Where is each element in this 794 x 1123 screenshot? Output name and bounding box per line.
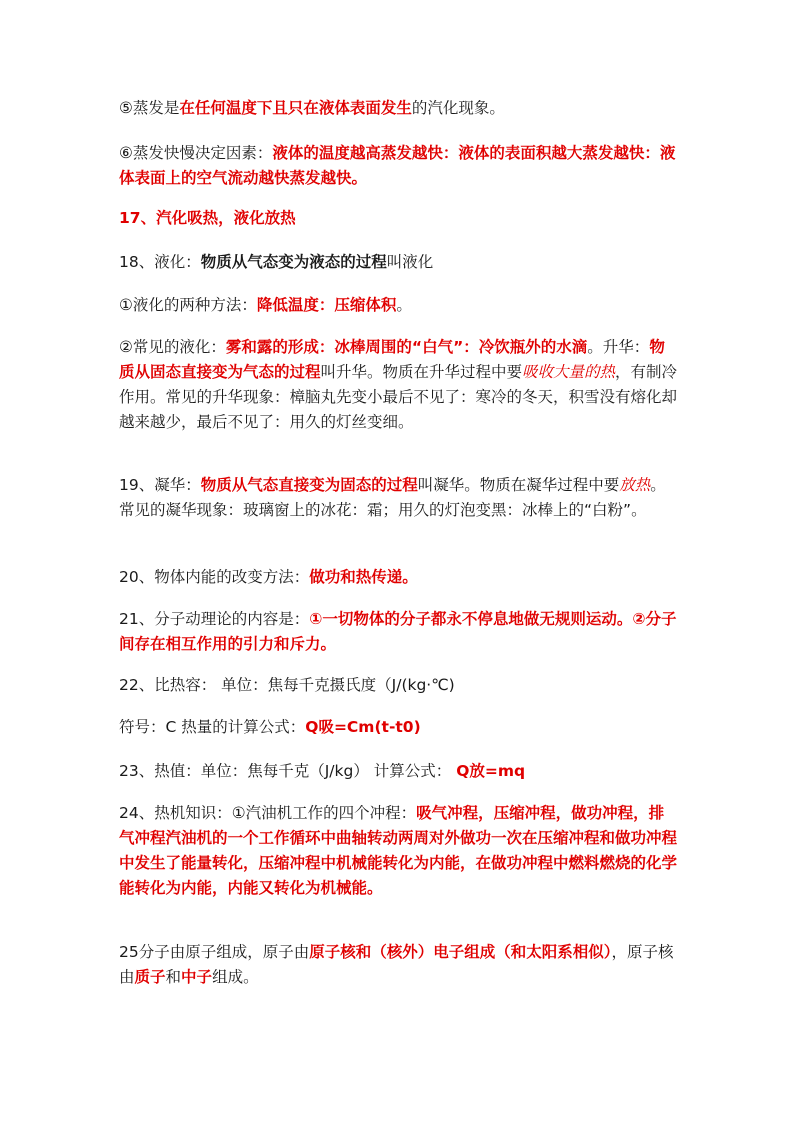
text-run: 符号：C 热量的计算公式： bbox=[119, 718, 306, 736]
text-run: ①液化的两种方法： bbox=[119, 296, 257, 314]
text-run: 液体的温度越高蒸发越快：液体的表面积越大蒸发越快：液体表面上的空气流动越快蒸发越快。 bbox=[119, 144, 676, 187]
para-19-deposition bbox=[119, 473, 679, 523]
para-18-liquefaction bbox=[119, 250, 679, 275]
para-evaporation-definition bbox=[119, 96, 679, 121]
para-18-methods bbox=[119, 293, 679, 318]
text-run: 17、汽化吸热，液化放热 bbox=[119, 209, 296, 227]
para-25-atomic-structure bbox=[119, 940, 679, 990]
text-run: ①汽油机工作的四个冲程： bbox=[231, 804, 417, 822]
text-run: 物质从气态变为液态的过程 bbox=[200, 253, 387, 271]
text-run: 在任何温度下且只在液体表面发生 bbox=[179, 99, 412, 117]
text-run: Q放=mq bbox=[456, 762, 526, 780]
text-run: 质子 bbox=[134, 968, 166, 986]
text-run: 19、凝华： bbox=[119, 476, 201, 494]
para-evaporation-factors bbox=[119, 141, 679, 191]
para-22-formula bbox=[119, 715, 679, 740]
text-run: 雾和露的形成：冰棒周围的“白气”：冷饮瓶外的水滴 bbox=[225, 338, 588, 356]
para-24-heat-engine bbox=[119, 801, 679, 901]
text-run: 21、分子动理论的内容是： bbox=[119, 610, 310, 628]
text-run: ⑥蒸发快慢决定因素： bbox=[119, 144, 273, 162]
para-22-specific-heat bbox=[119, 673, 679, 698]
text-run: Q吸=Cm(t-t0) bbox=[305, 718, 421, 736]
text-run: 叫凝华。物质在凝华过程中要 bbox=[417, 476, 620, 494]
text-run: 和 bbox=[165, 968, 182, 986]
text-run: 叫升华。物质在升华过程中要 bbox=[320, 363, 523, 381]
text-run: 18、液化： bbox=[119, 253, 201, 271]
text-run: 物质从固态直接变为气态的过程 bbox=[119, 338, 665, 381]
text-run: 20、物体内能的改变方法： bbox=[119, 568, 310, 586]
text-run: ①一切物体的分子都永不停息地做无规则运动。②分子间存在相互作用的引力和斥力。 bbox=[119, 610, 677, 653]
text-run: 22、比热容： 单位：焦每千克摄氏度（J/(kg·℃) bbox=[119, 676, 455, 694]
text-run: 叫液化 bbox=[386, 253, 434, 271]
text-run: ⑤蒸发是 bbox=[119, 99, 180, 117]
text-run: 物质从气态直接变为固态的过程 bbox=[200, 476, 418, 494]
text-run: 。 bbox=[396, 296, 412, 314]
text-run: 放热 bbox=[619, 476, 651, 494]
text-run: 降低温度：压缩体积 bbox=[256, 296, 397, 314]
text-run: ②常见的液化： bbox=[119, 338, 226, 356]
text-run: 组成。 bbox=[212, 968, 259, 986]
text-run: 24、热机知识： bbox=[119, 804, 232, 822]
text-run: 。常见的凝华现象：玻璃窗上的冰花：霜；用久的灯泡变黑：冰棒上的“白粉”。 bbox=[119, 476, 666, 519]
para-23-heat-value bbox=[119, 759, 679, 784]
text-run: ，有制冷作用。常见的升华现象：樟脑丸先变小最后不见了：寒冷的冬天，积雪没有熔化却越来越少，最后不见了：用久的灯丝变细。 bbox=[119, 363, 678, 431]
text-run: ，原子核由 bbox=[119, 943, 674, 986]
text-run: 23、热值：单位：焦每千克（J/kg） 计算公式： bbox=[119, 762, 457, 780]
para-20-internal-energy bbox=[119, 565, 679, 590]
text-run: 吸收大量的热 bbox=[522, 363, 616, 381]
text-run: 25分子由原子组成，原子由 bbox=[119, 943, 310, 961]
para-18-common-liquefaction bbox=[119, 335, 679, 435]
text-run: 吸气冲程，压缩冲程，做功冲程，排气冲程汽油机的一个工作循环中曲轴转动两周对外做功一次在压缩冲程和做功冲程中发生了能量转化，压缩冲程中机械能转化为内能，在做功冲程中燃料燃烧的化学能转化为内能，内能又转化为机械能。 bbox=[119, 804, 678, 897]
text-run: 做功和热传递。 bbox=[309, 568, 418, 586]
text-run: 的汽化现象。 bbox=[411, 99, 505, 117]
text-run: 中子 bbox=[181, 968, 213, 986]
para-17-vaporization-heat bbox=[119, 206, 679, 231]
text-run: 原子核和（核外）电子组成（和太阳系相似） bbox=[309, 943, 612, 961]
text-run: 。升华： bbox=[587, 338, 650, 356]
para-21-molecular-theory bbox=[119, 607, 679, 657]
